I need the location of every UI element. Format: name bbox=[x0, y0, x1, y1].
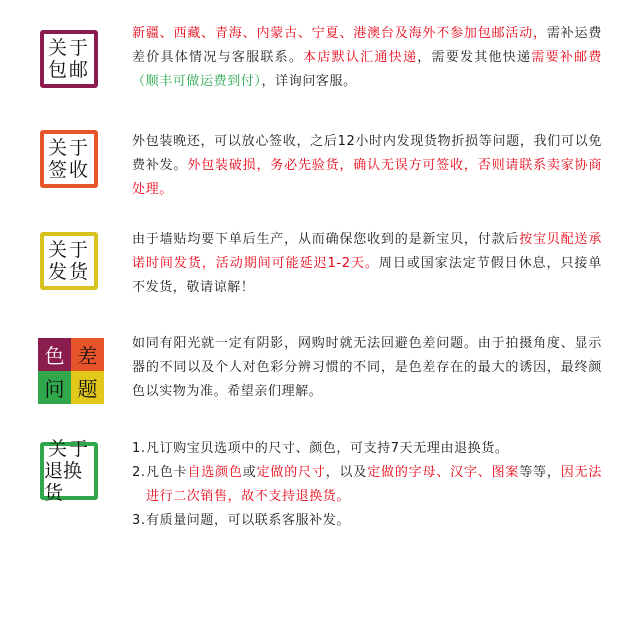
badge-returns bbox=[40, 438, 98, 504]
text-part: 凡订购宝贝选项中的尺寸、颜色，可支持7天无理由退换货。 bbox=[146, 441, 509, 456]
badge-line-1: 关于 bbox=[47, 137, 90, 159]
text-part: 等等， bbox=[519, 465, 561, 480]
text-part: 如同有阳光就一定有阴影，网购时就无法回避色差问题。由于拍摄角度、显示器的不同以及个人对色彩分辨习惯的不同，是色差存在的最大的诱因，最终颜色以实物为准。希望亲们理解。 bbox=[132, 336, 602, 399]
color-difference-text bbox=[132, 332, 602, 404]
text-part: 由于墙贴均要下单后生产，从而确保您收到的是新宝贝，付款后 bbox=[132, 232, 520, 247]
text-part: ，详询问客服。 bbox=[261, 74, 357, 89]
list-number: 2. bbox=[132, 465, 146, 480]
list-item bbox=[132, 461, 602, 509]
text-part: 新疆、西藏、青海、内蒙古、宁夏、港澳台及海外不参加包邮活动， bbox=[132, 26, 547, 41]
badge-delivery bbox=[40, 232, 98, 290]
badge-free-shipping bbox=[40, 30, 98, 88]
badge-line-2: 发货 bbox=[47, 261, 90, 283]
badge-line-1: 关于 bbox=[47, 239, 90, 261]
text-part: 周日或国家法定节假日休息，只接单不发货，敬请谅解！ bbox=[132, 256, 602, 295]
badge-line-1: 关于 bbox=[47, 37, 90, 59]
text-part: 定做的尺寸 bbox=[256, 465, 326, 480]
returns-text bbox=[132, 437, 602, 533]
text-part: （顺丰可做运费到付） bbox=[132, 74, 262, 89]
text-part: 外包装破损，务必先验货，确认无误方可签收，否则请联系卖家协商处理。 bbox=[132, 158, 602, 197]
text-part: 需要补邮费 bbox=[531, 50, 602, 65]
signing-text bbox=[132, 130, 602, 202]
badge-cell: 差 bbox=[71, 338, 104, 371]
returns-list bbox=[132, 437, 602, 533]
badge-line-2: 签收 bbox=[47, 159, 90, 181]
text-part: 定做的字母、汉字、图案 bbox=[367, 465, 520, 480]
list-number: 3. bbox=[132, 513, 146, 528]
text-part: 需补运费差价具体情况与客服联系。 bbox=[132, 26, 602, 65]
text-part: 或 bbox=[242, 465, 257, 480]
text-part: 按宝贝配送承诺时间发货，活动期间可能延迟1-2天。 bbox=[132, 232, 602, 271]
badge-line-2: 退换货 bbox=[44, 460, 83, 504]
text-part: ，以及 bbox=[325, 465, 368, 480]
list-item bbox=[132, 509, 602, 533]
text-part: 自选颜色 bbox=[187, 465, 243, 480]
badge-cell: 题 bbox=[71, 371, 104, 404]
badge-signing bbox=[40, 130, 98, 188]
badge-cell: 色 bbox=[38, 338, 71, 371]
text-part: 有质量问题，可以联系客服补发。 bbox=[146, 513, 351, 528]
text-part: 因无法进行二次销售，故不支持退换货。 bbox=[146, 465, 602, 504]
text-part: 凡色卡 bbox=[146, 465, 188, 480]
color-difference-badge bbox=[38, 338, 104, 404]
text-part: ，需要发其他快递 bbox=[417, 50, 532, 65]
badge-line-2: 包邮 bbox=[47, 59, 90, 81]
text-part: 外包装晚还，可以放心签收，之后12小时内发现货物折损等问题，我们可以免费补发。 bbox=[132, 134, 602, 173]
delivery-text bbox=[132, 228, 602, 300]
shipping-free-text bbox=[132, 22, 602, 94]
badge-cell: 问 bbox=[38, 371, 71, 404]
badge-line-1: 关于 bbox=[47, 438, 90, 460]
list-item bbox=[132, 437, 602, 461]
text-part: 本店默认汇通快递 bbox=[303, 50, 418, 65]
list-number: 1. bbox=[132, 441, 146, 456]
